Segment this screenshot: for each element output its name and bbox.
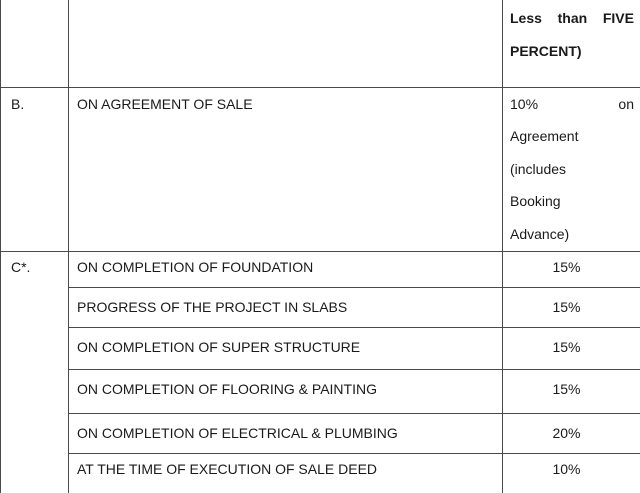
amount-word: FIVE	[603, 2, 634, 35]
table-row-header-continuation	[1, 0, 640, 87]
group-label-spacer	[1, 327, 69, 369]
amount-line: (includes	[510, 153, 634, 186]
row-description: ON AGREEMENT OF SALE	[69, 87, 503, 251]
row-description: ON COMPLETION OF ELECTRICAL & PLUMBING	[69, 413, 503, 453]
table-row	[1, 413, 640, 453]
table-row	[1, 251, 640, 287]
amount-line	[510, 2, 634, 35]
table-row	[1, 369, 640, 413]
row-amount: 10%	[503, 453, 640, 493]
group-label-spacer	[1, 453, 69, 493]
amount-line: Advance)	[510, 218, 634, 251]
group-label-spacer	[1, 413, 69, 453]
row-description: ON COMPLETION OF SUPER STRUCTURE	[69, 327, 503, 369]
amount-cell	[503, 0, 640, 87]
row-amount	[503, 87, 640, 251]
description-cell	[69, 0, 503, 87]
row-description: AT THE TIME OF EXECUTION OF SALE DEED	[69, 453, 503, 493]
table-row	[1, 327, 640, 369]
amount-word: Less	[510, 2, 542, 35]
row-amount: 20%	[503, 413, 640, 453]
row-amount: 15%	[503, 369, 640, 413]
row-amount: 15%	[503, 327, 640, 369]
row-amount: 15%	[503, 287, 640, 327]
label-cell	[1, 0, 69, 87]
group-label: C*.	[1, 251, 69, 287]
table-row	[1, 287, 640, 327]
amount-word: than	[558, 2, 588, 35]
group-label-spacer	[1, 369, 69, 413]
amount-line: Agreement	[510, 120, 634, 153]
row-description: PROGRESS OF THE PROJECT IN SLABS	[69, 287, 503, 327]
row-amount: 15%	[503, 251, 640, 287]
table-row-b	[1, 87, 640, 251]
row-label: B.	[1, 87, 69, 251]
row-description: ON COMPLETION OF FLOORING & PAINTING	[69, 369, 503, 413]
table-row	[1, 453, 640, 493]
amount-word: on	[618, 88, 634, 121]
amount-line: Booking	[510, 185, 634, 218]
amount-line: PERCENT)	[510, 35, 634, 68]
amount-line	[510, 88, 634, 121]
amount-percent: 10%	[510, 88, 538, 121]
group-label-spacer	[1, 287, 69, 327]
row-description: ON COMPLETION OF FOUNDATION	[69, 251, 503, 287]
